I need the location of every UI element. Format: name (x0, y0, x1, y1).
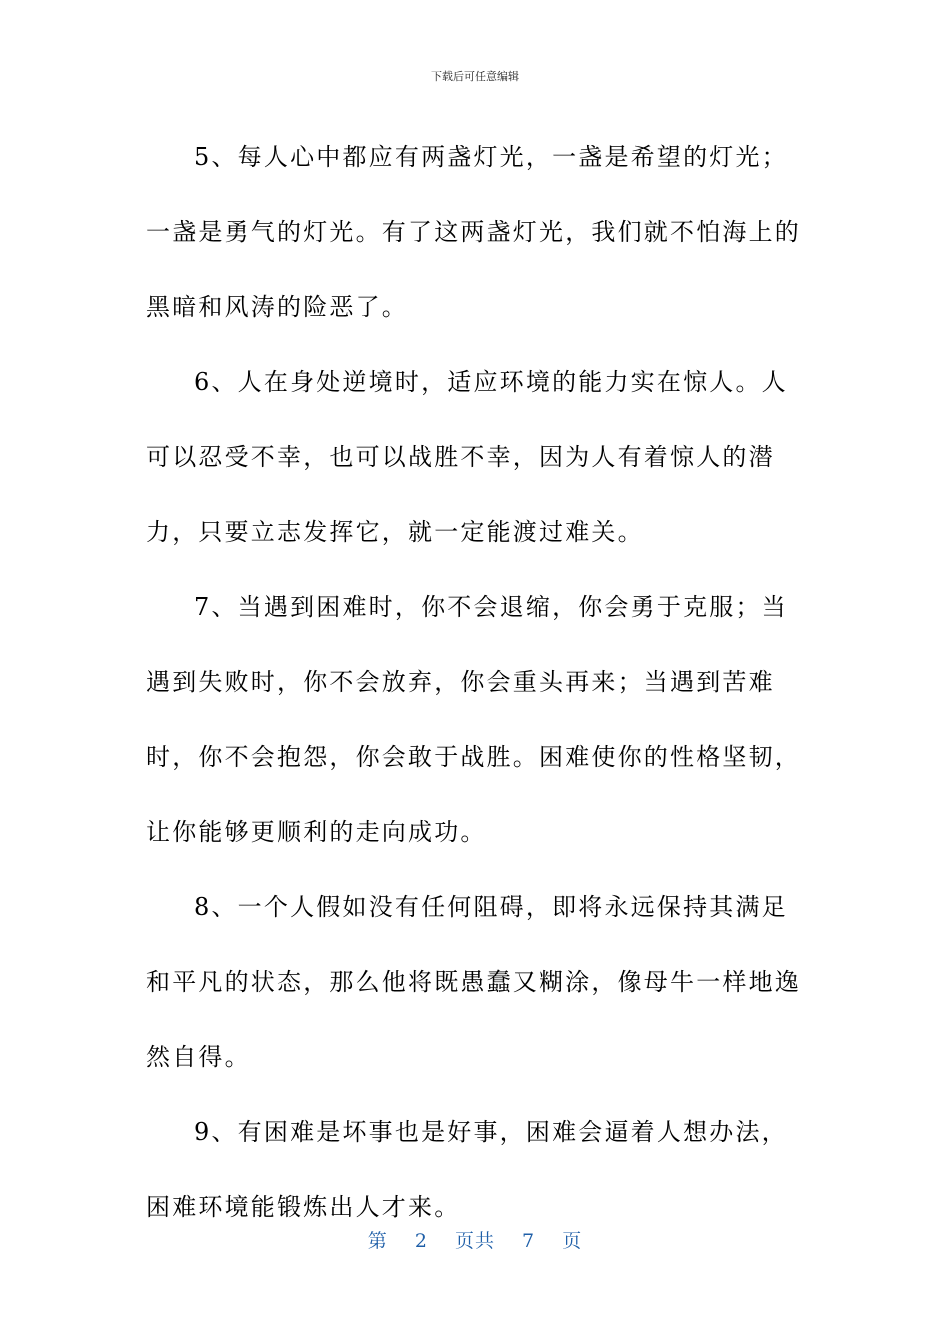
paragraph-5: 5、每人心中都应有两盏灯光，一盏是希望的灯光；一盏是勇气的灯光。有了这两盏灯光，我们就不怕海上的黑暗和风涛的险恶了。 (146, 143, 801, 321)
total-pages-number: 7 (522, 1230, 536, 1252)
header-note: 下载后可任意编辑 (431, 70, 519, 83)
current-page-number: 2 (414, 1230, 428, 1252)
paragraph-8: 8、一个人假如没有任何阻碍，即将永远保持其满足和平凡的状态，那么他将既愚蠢又糊涂，像母牛一样地逸然自得。 (146, 893, 801, 1071)
footer-suffix: 页 (562, 1230, 583, 1252)
document-body (146, 120, 806, 1245)
footer-prefix: 第 (367, 1230, 388, 1252)
footer-middle: 页共 (454, 1230, 495, 1252)
paragraph-6: 6、人在身处逆境时，适应环境的能力实在惊人。人可以忍受不幸，也可以战胜不幸，因为人有着惊人的潜力，只要立志发挥它，就一定能渡过难关。 (146, 368, 788, 546)
paragraph-7: 7、当遇到困难时，你不会退缩，你会勇于克服；当遇到失败时，你不会放弃，你会重头再来；当遇到苦难时，你不会抱怨，你会敢于战胜。困难使你的性格坚韧，让你能够更顺利的走向成功。 (146, 593, 801, 846)
page-footer (0, 1226, 950, 1253)
paragraph-9: 9、有困难是坏事也是好事，困难会逼着人想办法，困难环境能锻炼出人才来。 (146, 1118, 788, 1221)
